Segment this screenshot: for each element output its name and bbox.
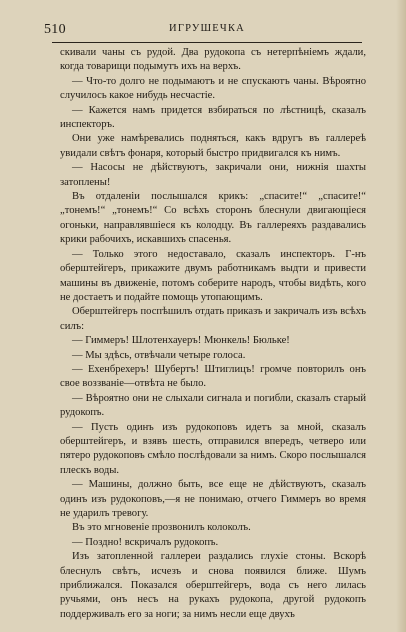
paragraph: — Мы здѣсь, отвѣчали четыре голоса. <box>72 349 246 361</box>
paragraph: — Вѣроятно они не слыхали сигнала и погибли, сказалъ старый рудокопъ. <box>60 392 366 419</box>
paragraph: — Что-то долго не подымаютъ и не спускаютъ чаны. Вѣроятно случилось какое нибудь несчастіе. <box>60 75 366 102</box>
paragraph: — Гиммеръ! Шлотенхауеръ! Мюнкель! Бюльке! <box>72 335 290 347</box>
body-text <box>60 46 366 622</box>
paragraph: — Ехенбрехеръ! Шубертъ! Штиглицъ! громче повторилъ онъ свое воззваніе—отвѣта не было. <box>60 363 366 390</box>
page-edge-shadow <box>396 0 406 632</box>
paragraph: — Пусть одинъ изъ рудокоповъ идетъ за мной, сказалъ оберштейгеръ, и взявъ шесть, отправился впередъ, четверо или пятеро рудокоповъ смѣло послѣдовали за нимъ. Скоро послышался плескъ воды. <box>60 421 366 476</box>
paragraph: — Кажется намъ придется взбираться по лѣстницѣ, сказалъ инспекторъ. <box>60 104 366 131</box>
paragraph: Оберштейгеръ поспѣшилъ отдать приказъ и закричалъ изъ всѣхъ силъ: <box>60 306 366 332</box>
paragraph: Въ отдаленіи послышался крикъ: „спасите!“ „спасите!“ „тонемъ!“ „тонемъ!“ Со всѣхъ сторонъ блеснули двигающіеся огоньки, направлявшіеся къ колодцу. Въ галлереяхъ раздавались крики рабочихъ, искавшихъ спасенья. <box>60 191 366 246</box>
paragraph: скивали чаны съ рудой. Два рудокопа съ нетерпѣніемъ ждали, когда товарищи подымутъ ихъ на верхъ. <box>60 47 366 73</box>
running-title: ИГРУШЕЧКА <box>169 23 245 34</box>
running-head <box>44 22 370 40</box>
paragraph: Они уже намѣревались подняться, какъ вдругъ въ галлереѣ увидали свѣтъ фонаря, который быстро придвигался къ нимъ. <box>60 133 366 159</box>
paragraph: Въ это мгновеніе прозвонилъ колоколъ. <box>72 522 251 534</box>
paragraph: Изъ затопленной галлереи раздались глухіе стоны. Вскорѣ блеснулъ свѣтъ, исчезъ и снова появился ближе. Шумъ приближался. Показался оберштейгеръ, вода съ него лилась ручьями, онъ несъ на рукахъ рудокопа, другой рудокопъ поддерживалъ его за ноги; за нимъ несли еще двухъ <box>60 551 366 620</box>
header-rule <box>52 42 362 43</box>
paragraph: — Поздно! вскричалъ рудокопъ. <box>72 536 219 548</box>
paragraph: — Насосы не дѣйствуютъ, закричали они, нижнія шахты затоплены! <box>60 162 366 188</box>
paragraph: — Машины, должно быть, все еще не дѣйствуютъ, сказалъ одинъ изъ рудокоповъ,—я не понимаю, отчего Гиммеръ во время не ударилъ тревогу. <box>60 479 366 519</box>
paragraph: — Только этого недоставало, сказалъ инспекторъ. Г-нъ оберштейгеръ, прикажите двумъ работникамъ выдти и привести машины въ движеніе, потомъ соберите народъ, чтобы видѣть, кого не достаетъ и подайте помощь утопающимъ. <box>60 248 366 303</box>
page-number: 510 <box>44 22 66 37</box>
